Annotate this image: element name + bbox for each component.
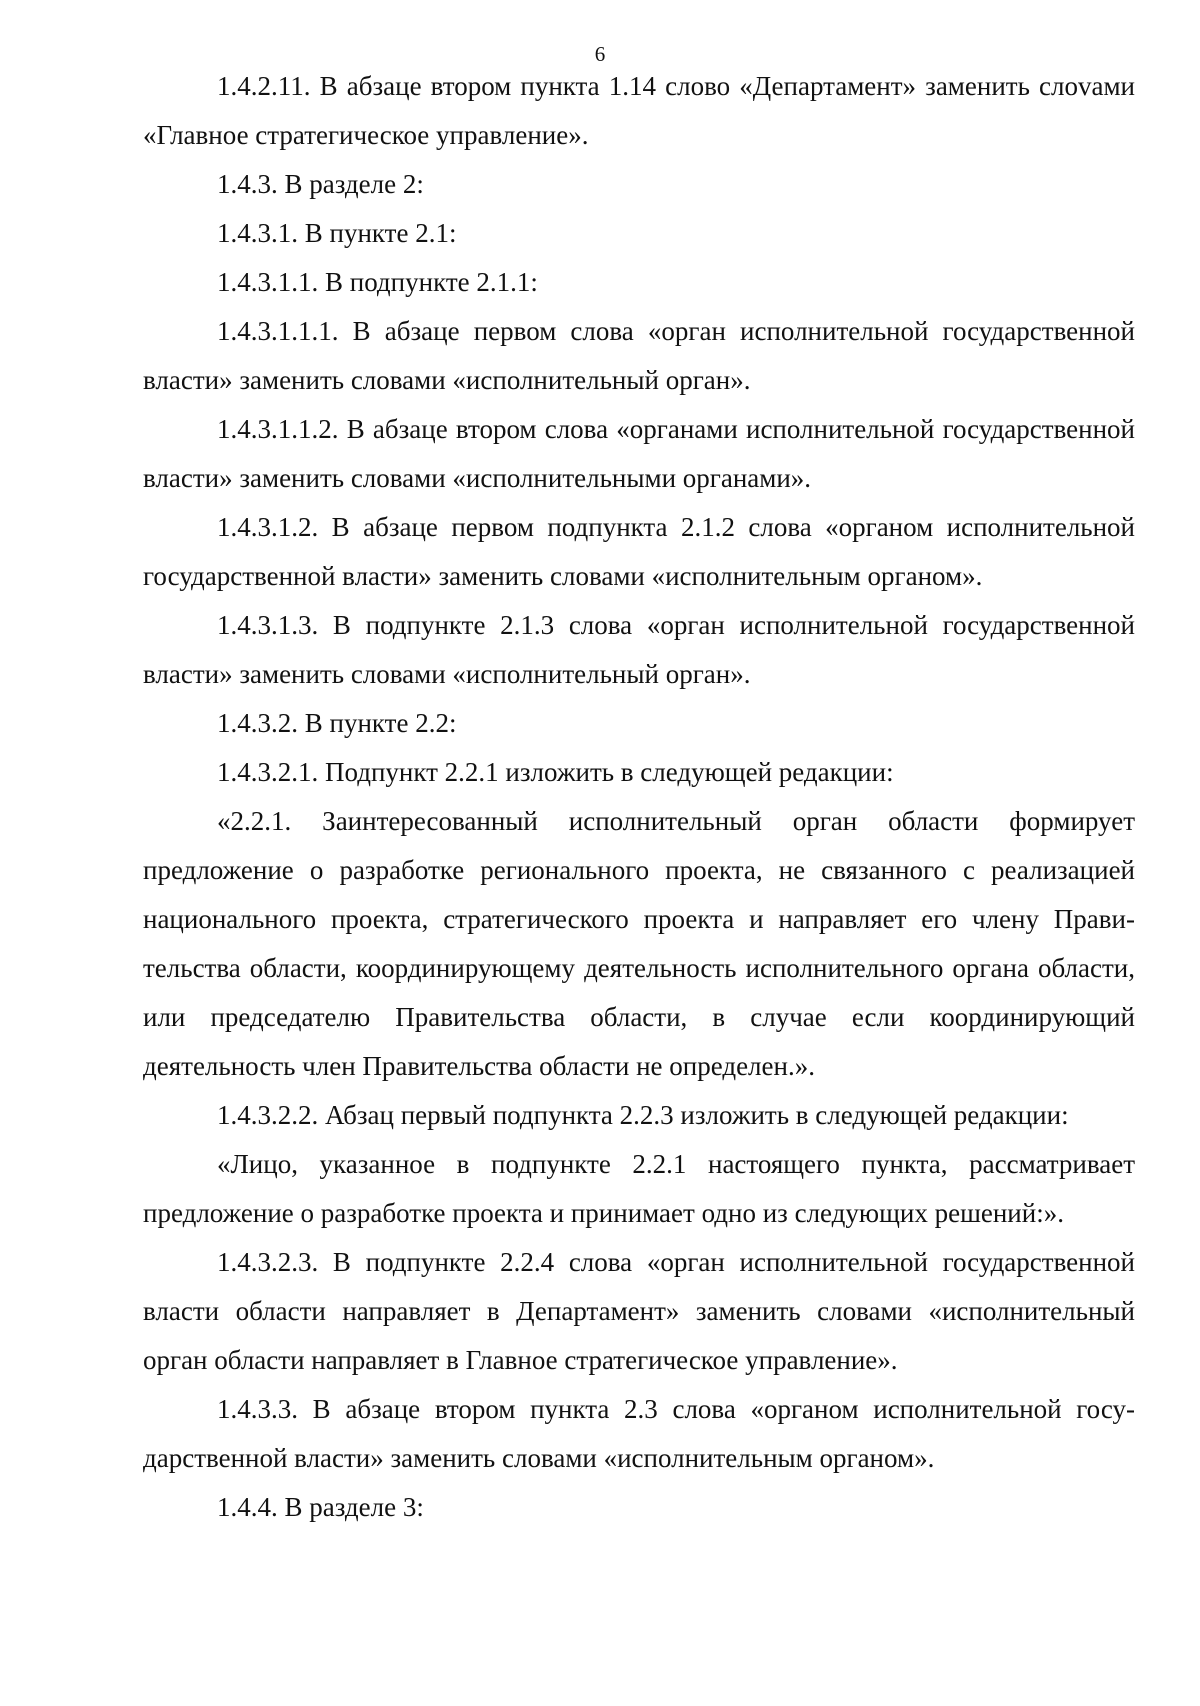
paragraph: 1.4.4. В разделе 3:	[217, 1492, 424, 1522]
paragraph: 1.4.3.1. В пункте 2.1:	[217, 218, 457, 248]
paragraph: 1.4.3.1.1.1. В абзаце первом слова «орган исполнительной государственной власти» заменить словами «исполнительный орган».	[143, 316, 1135, 395]
paragraph: 1.4.2.11. В абзаце втором пункта 1.14 слово «Департамент» заменить слоvами «Главное стратегическое управление».	[143, 71, 1135, 150]
paragraph: 1.4.3.2.1. Подпункт 2.2.1 изложить в следующей редакции:	[217, 757, 894, 787]
paragraph: 1.4.3.1.2. В абзаце первом подпункта 2.1.2 слова «органом исполнительной государственной власти» заменить словами «исполнительным органом».	[143, 512, 1135, 591]
paragraph: 1.4.3.1.1.2. В абзаце втором слова «органами исполнительной государственной власти» заменить словами «исполнительными органами».	[143, 414, 1135, 493]
paragraph: 1.4.3. В разделе 2:	[217, 169, 424, 199]
document-body	[143, 62, 1135, 1532]
paragraph: «Лицо, указанное в подпункте 2.2.1 настоящего пункта, рассматривает предложение о разработке проекта и принимает одно из следующих решений:».	[143, 1149, 1135, 1228]
paragraph: 1.4.3.2. В пункте 2.2:	[217, 708, 457, 738]
paragraph: «2.2.1. Заинтересованный исполнительный орган области формирует предложение о разработке регионального проекта, не связанного с реализацией национального проекта, стратегического проекта и направляет его члену Правительства области, координирующему деятельность исполнительного органа области, или председателю Правительства области, в случае если координирующий деятельность член Правительства области не определен.».	[143, 806, 1135, 1081]
paragraph: 1.4.3.2.3. В подпункте 2.2.4 слова «орган исполнительной государственной власти области направляет в Департамент» заменить словами «исполнительный орган области направляет в Главное стратегическое управление».	[143, 1247, 1135, 1375]
paragraph: 1.4.3.1.1. В подпункте 2.1.1:	[217, 267, 538, 297]
paragraph: 1.4.3.3. В абзаце втором пункта 2.3 слова «органом исполнительной государственной власти» заменить словами «исполнительным органом».	[143, 1394, 1135, 1473]
paragraph: 1.4.3.2.2. Абзац первый подпункта 2.2.3 изложить в следующей редакции:	[217, 1100, 1069, 1130]
page-number: 6	[594, 42, 606, 66]
paragraph: 1.4.3.1.3. В подпункте 2.1.3 слова «орган исполнительной государственной власти» заменить словами «исполнительный орган».	[143, 610, 1135, 689]
